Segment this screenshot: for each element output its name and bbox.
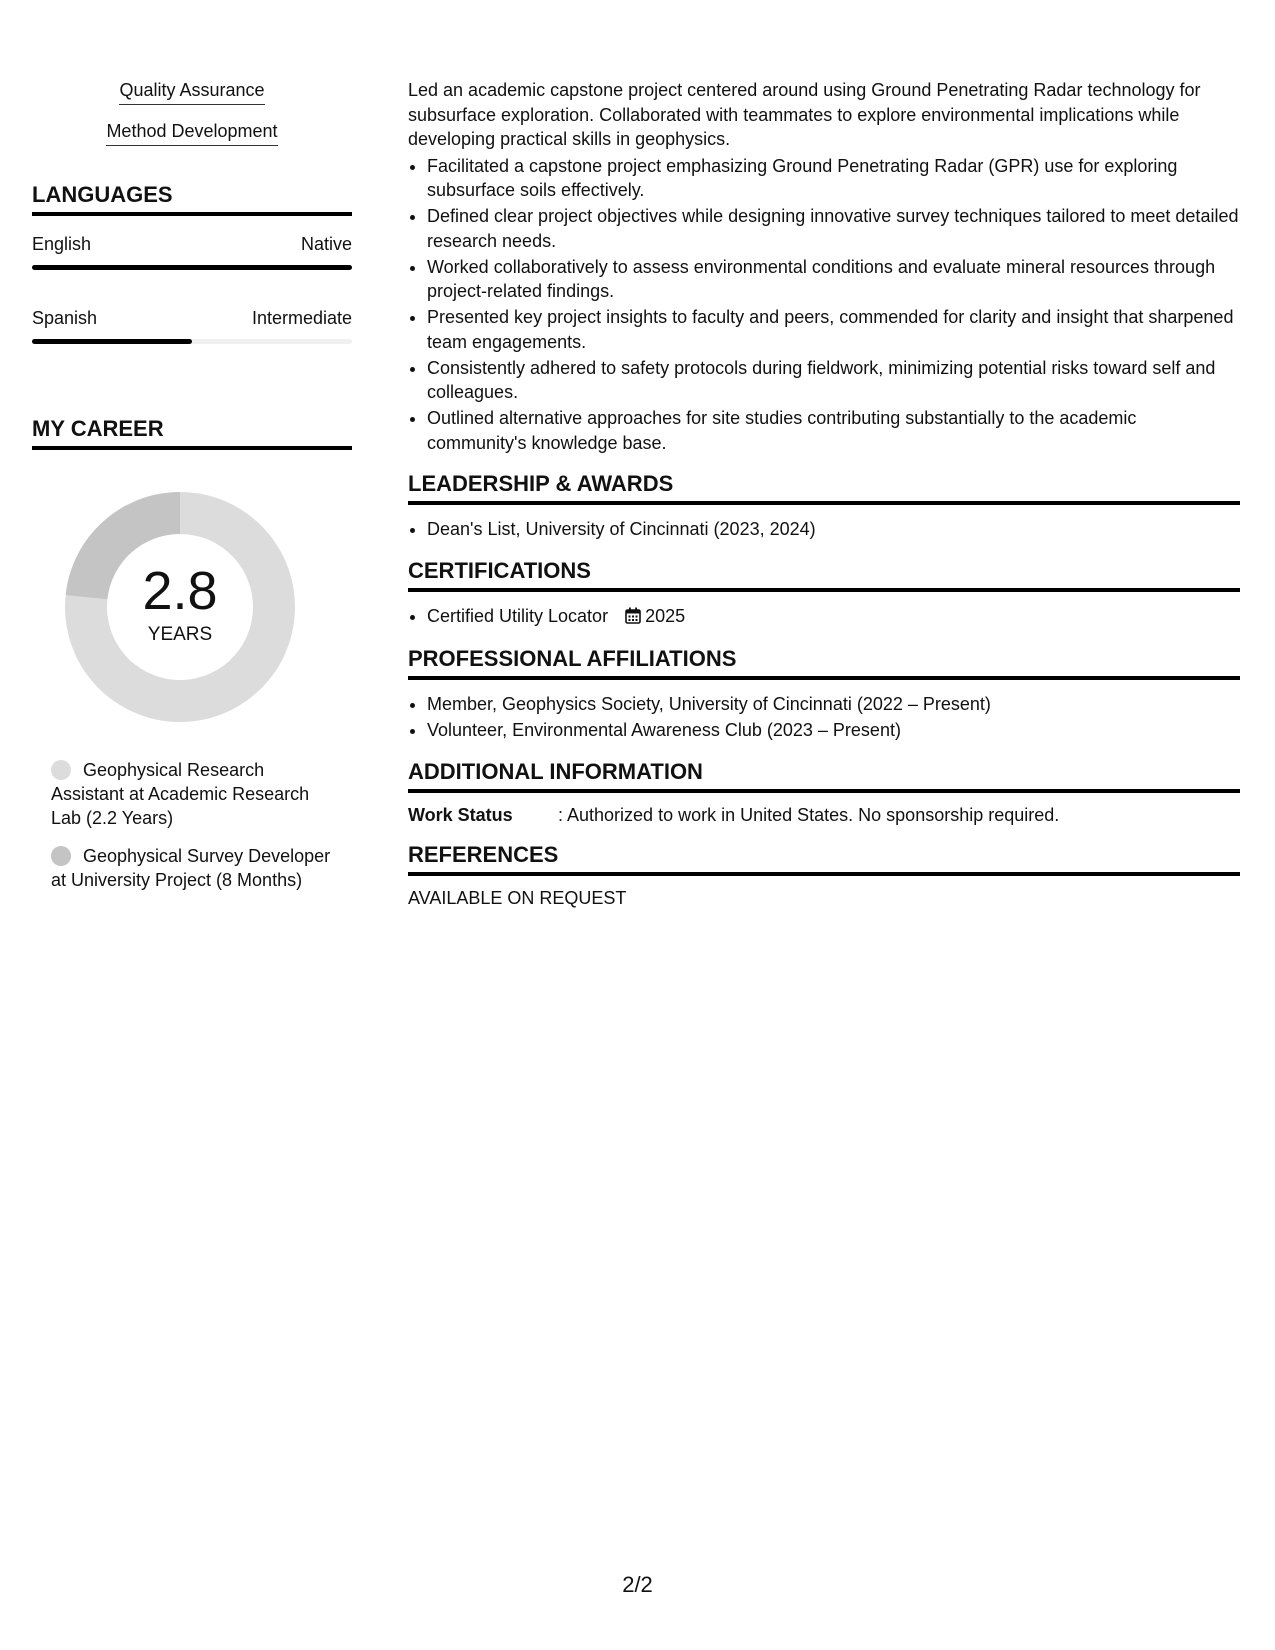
skill-item: Quality Assurance	[119, 80, 264, 105]
page-number: 2/2	[622, 1572, 653, 1597]
language-level: Native	[300, 234, 352, 254]
language-spanish	[32, 308, 352, 344]
legend-dot	[51, 760, 71, 780]
career-legend	[51, 758, 331, 892]
language-bar-fill	[32, 265, 352, 270]
career-legend-item	[51, 844, 331, 892]
career-donut	[65, 492, 295, 722]
project-bullets	[408, 154, 1240, 456]
left-column	[32, 80, 352, 906]
career-legend-item	[51, 758, 331, 830]
project-summary: Led an academic capstone project centered around using Ground Penetrating Radar technology for subsurface exploration. Collaborated with teammates to explore environmental implications while developing practical skills in geophysics.	[408, 80, 1201, 149]
work-status-value: : Authorized to work in United States. No sponsorship required.	[558, 804, 1060, 825]
career-heading: MY CAREER	[32, 416, 352, 450]
career-item-text: Geophysical Research Assistant at Academic Research Lab (2.2 Years)	[51, 760, 310, 828]
leadership-heading: LEADERSHIP & AWARDS	[408, 471, 1240, 505]
leadership-list	[408, 517, 1240, 542]
skill-item: Method Development	[106, 121, 277, 146]
right-column	[408, 78, 1240, 909]
list-item: • Facilitated a capstone project emphasizing Ground Penetrating Radar (GPR) use for exploring subsurface soils effectively.	[427, 154, 1240, 203]
languages-heading: LANGUAGES	[32, 182, 352, 216]
legend-dot	[51, 846, 71, 866]
language-name: Spanish	[32, 308, 98, 328]
certification-year: 2025	[645, 605, 686, 626]
career-total: 2.8	[142, 561, 218, 621]
certification-name: Certified Utility Locator	[427, 605, 609, 626]
certification-item	[427, 604, 1240, 631]
list-item: • Volunteer, Environmental Awareness Club (2023 – Present)	[427, 718, 1240, 743]
language-bar-fill	[32, 339, 192, 344]
language-level: Intermediate	[251, 308, 352, 328]
language-bar	[32, 265, 352, 270]
references-text: AVAILABLE ON REQUEST	[408, 887, 627, 908]
language-bar	[32, 339, 352, 344]
work-status	[408, 805, 1240, 826]
list-item: • Member, Geophysics Society, University of Cincinnati (2022 – Present)	[427, 692, 1240, 717]
list-item: • Outlined alternative approaches for site studies contributing substantially to the academic community's knowledge base.	[427, 406, 1240, 455]
work-status-label: Work Status	[408, 804, 513, 825]
calendar-icon	[625, 606, 641, 631]
list-item: • Dean's List, University of Cincinnati (2023, 2024)	[427, 517, 1240, 542]
list-item: • Consistently adhered to safety protocols during fieldwork, minimizing potential risks toward self and colleagues.	[427, 356, 1240, 405]
list-item: • Defined clear project objectives while designing innovative survey techniques tailored to meet detailed research needs.	[427, 204, 1240, 253]
certifications-heading: CERTIFICATIONS	[408, 558, 1240, 592]
language-name: English	[32, 234, 92, 254]
career-item-text: Geophysical Survey Developer at University Project (8 Months)	[51, 846, 331, 890]
language-english	[32, 234, 352, 270]
affiliations-heading: PROFESSIONAL AFFILIATIONS	[408, 646, 1240, 680]
affiliations-list	[408, 692, 1240, 743]
certifications-list	[408, 604, 1240, 631]
career-unit: YEARS	[147, 624, 213, 645]
list-item: • Presented key project insights to faculty and peers, commended for clarity and insight that sharpened team engagements.	[427, 305, 1240, 354]
references-heading: REFERENCES	[408, 842, 1240, 876]
list-item: • Worked collaboratively to assess environmental conditions and evaluate mineral resources through project-related findings.	[427, 255, 1240, 304]
skills-list	[32, 80, 352, 146]
additional-info-heading: ADDITIONAL INFORMATION	[408, 759, 1240, 793]
